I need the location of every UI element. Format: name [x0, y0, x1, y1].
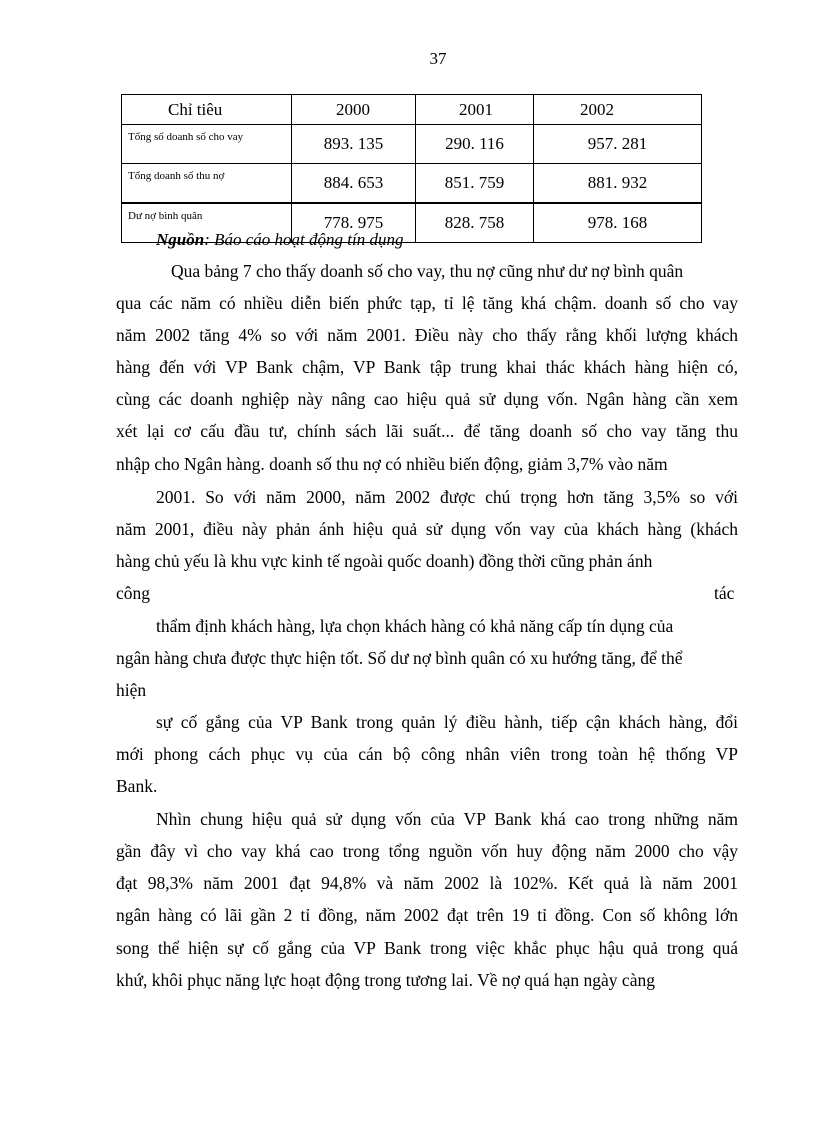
table-source-note	[156, 230, 403, 250]
paragraph-line: đạt 98,3% năm 2001 đạt 94,8% và năm 2002 là 102%. Kết quả là năm 2001	[116, 873, 738, 893]
paragraph-line: 2001. So với năm 2000, năm 2002 được chú trọng hơn tăng 3,5% so với	[156, 487, 738, 507]
table-cell: 893. 135	[292, 125, 416, 164]
paragraph-line: xét lại cơ cấu đầu tư, chính sách lãi suất... để tăng doanh số cho vay tăng thu	[116, 421, 738, 441]
paragraph-line: ngân hàng chưa được thực hiện tốt. Số dư nợ bình quân có xu hướng tăng, để thể	[116, 648, 683, 668]
paragraph-line: Nhìn chung hiệu quả sử dụng vốn của VP Bank khá cao trong những năm	[156, 809, 738, 829]
page-number: 37	[429, 49, 447, 68]
paragraph-line: hàng đến với VP Bank chậm, VP Bank tập trung khai thác khách hàng hiện có,	[116, 357, 738, 377]
paragraph-line: công	[116, 583, 151, 603]
table-header-cell: 2000	[292, 95, 416, 125]
paragraph-line: song thể hiện sự cố gắng của VP Bank trong việc khắc phục hậu quả trong quá	[116, 938, 738, 958]
source-text: : Báo cáo hoạt động tín dụng	[204, 230, 404, 249]
paragraph-line: tác	[714, 583, 735, 603]
table-cell: 828. 758	[416, 203, 534, 243]
source-label: Nguồn	[156, 230, 205, 249]
paragraph-line: khứ, khôi phục năng lực hoạt động trong tương lai. Về nợ quá hạn ngày càng	[116, 970, 655, 990]
table-row	[122, 164, 702, 204]
table-cell: 884. 653	[292, 164, 416, 204]
table-row-label: Tổng doanh số thu nợ	[122, 164, 292, 204]
paragraph-line: Bank.	[116, 776, 158, 796]
paragraph-line: cùng các doanh nghiệp này nâng cao hiệu quả sử dụng vốn. Ngân hàng cần xem	[116, 389, 738, 409]
table-cell: 957. 281	[534, 125, 702, 164]
table-row-label: Tổng số doanh số cho vay	[122, 125, 292, 164]
paragraph-line: hàng chủ yếu là khu vực kinh tế ngoài quốc doanh) đồng thời cũng phản ánh	[116, 551, 653, 571]
paragraph-line: năm 2002 tăng 4% so với năm 2001. Điều này cho thấy rằng khối lượng khách	[116, 325, 738, 345]
revenue-table	[121, 94, 702, 243]
paragraph-line: gần đây vì cho vay khá cao trong tổng nguồn vốn huy động năm 2000 cho vậy	[116, 841, 738, 861]
paragraph-line: sự cố gắng của VP Bank trong quản lý điều hành, tiếp cận khách hàng, đổi	[156, 712, 738, 732]
paragraph-line: hiện	[116, 680, 147, 700]
table-row	[122, 125, 702, 164]
table-header-cell: 2001	[416, 95, 534, 125]
paragraph-line: mới phong cách phục vụ của cán bộ công nhân viên trong toàn hệ thống VP	[116, 744, 738, 764]
table-row-label: Dư nợ bình quân	[122, 203, 292, 243]
table-cell: 290. 116	[416, 125, 534, 164]
table-cell: 851. 759	[416, 164, 534, 204]
paragraph-line: nhập cho Ngân hàng. doanh số thu nợ có nhiều biến động, giảm 3,7% vào năm	[116, 454, 668, 474]
paragraph-line: ngân hàng có lãi gần 2 tỉ đồng, năm 2002 đạt trên 19 tỉ đồng. Con số không lớn	[116, 905, 738, 925]
table-header-row	[122, 95, 702, 125]
table-cell: 978. 168	[534, 203, 702, 243]
table-header-cell: 2002	[534, 95, 702, 125]
table-header-cell: Chỉ tiêu	[122, 95, 292, 125]
table-cell: 778. 975	[292, 203, 416, 243]
paragraph-line: Qua bảng 7 cho thấy doanh số cho vay, thu nợ cũng như dư nợ bình quân	[171, 261, 684, 281]
paragraph-line: năm 2001, điều này phản ánh hiệu quả sử dụng vốn vay của khách hàng (khách	[116, 519, 738, 539]
paragraph-line: thẩm định khách hàng, lựa chọn khách hàng có khả năng cấp tín dụng của	[156, 616, 674, 636]
paragraph-line: qua các năm có nhiều diễn biến phức tạp, tỉ lệ tăng khá chậm. doanh số cho vay	[116, 293, 738, 313]
table-cell: 881. 932	[534, 164, 702, 204]
